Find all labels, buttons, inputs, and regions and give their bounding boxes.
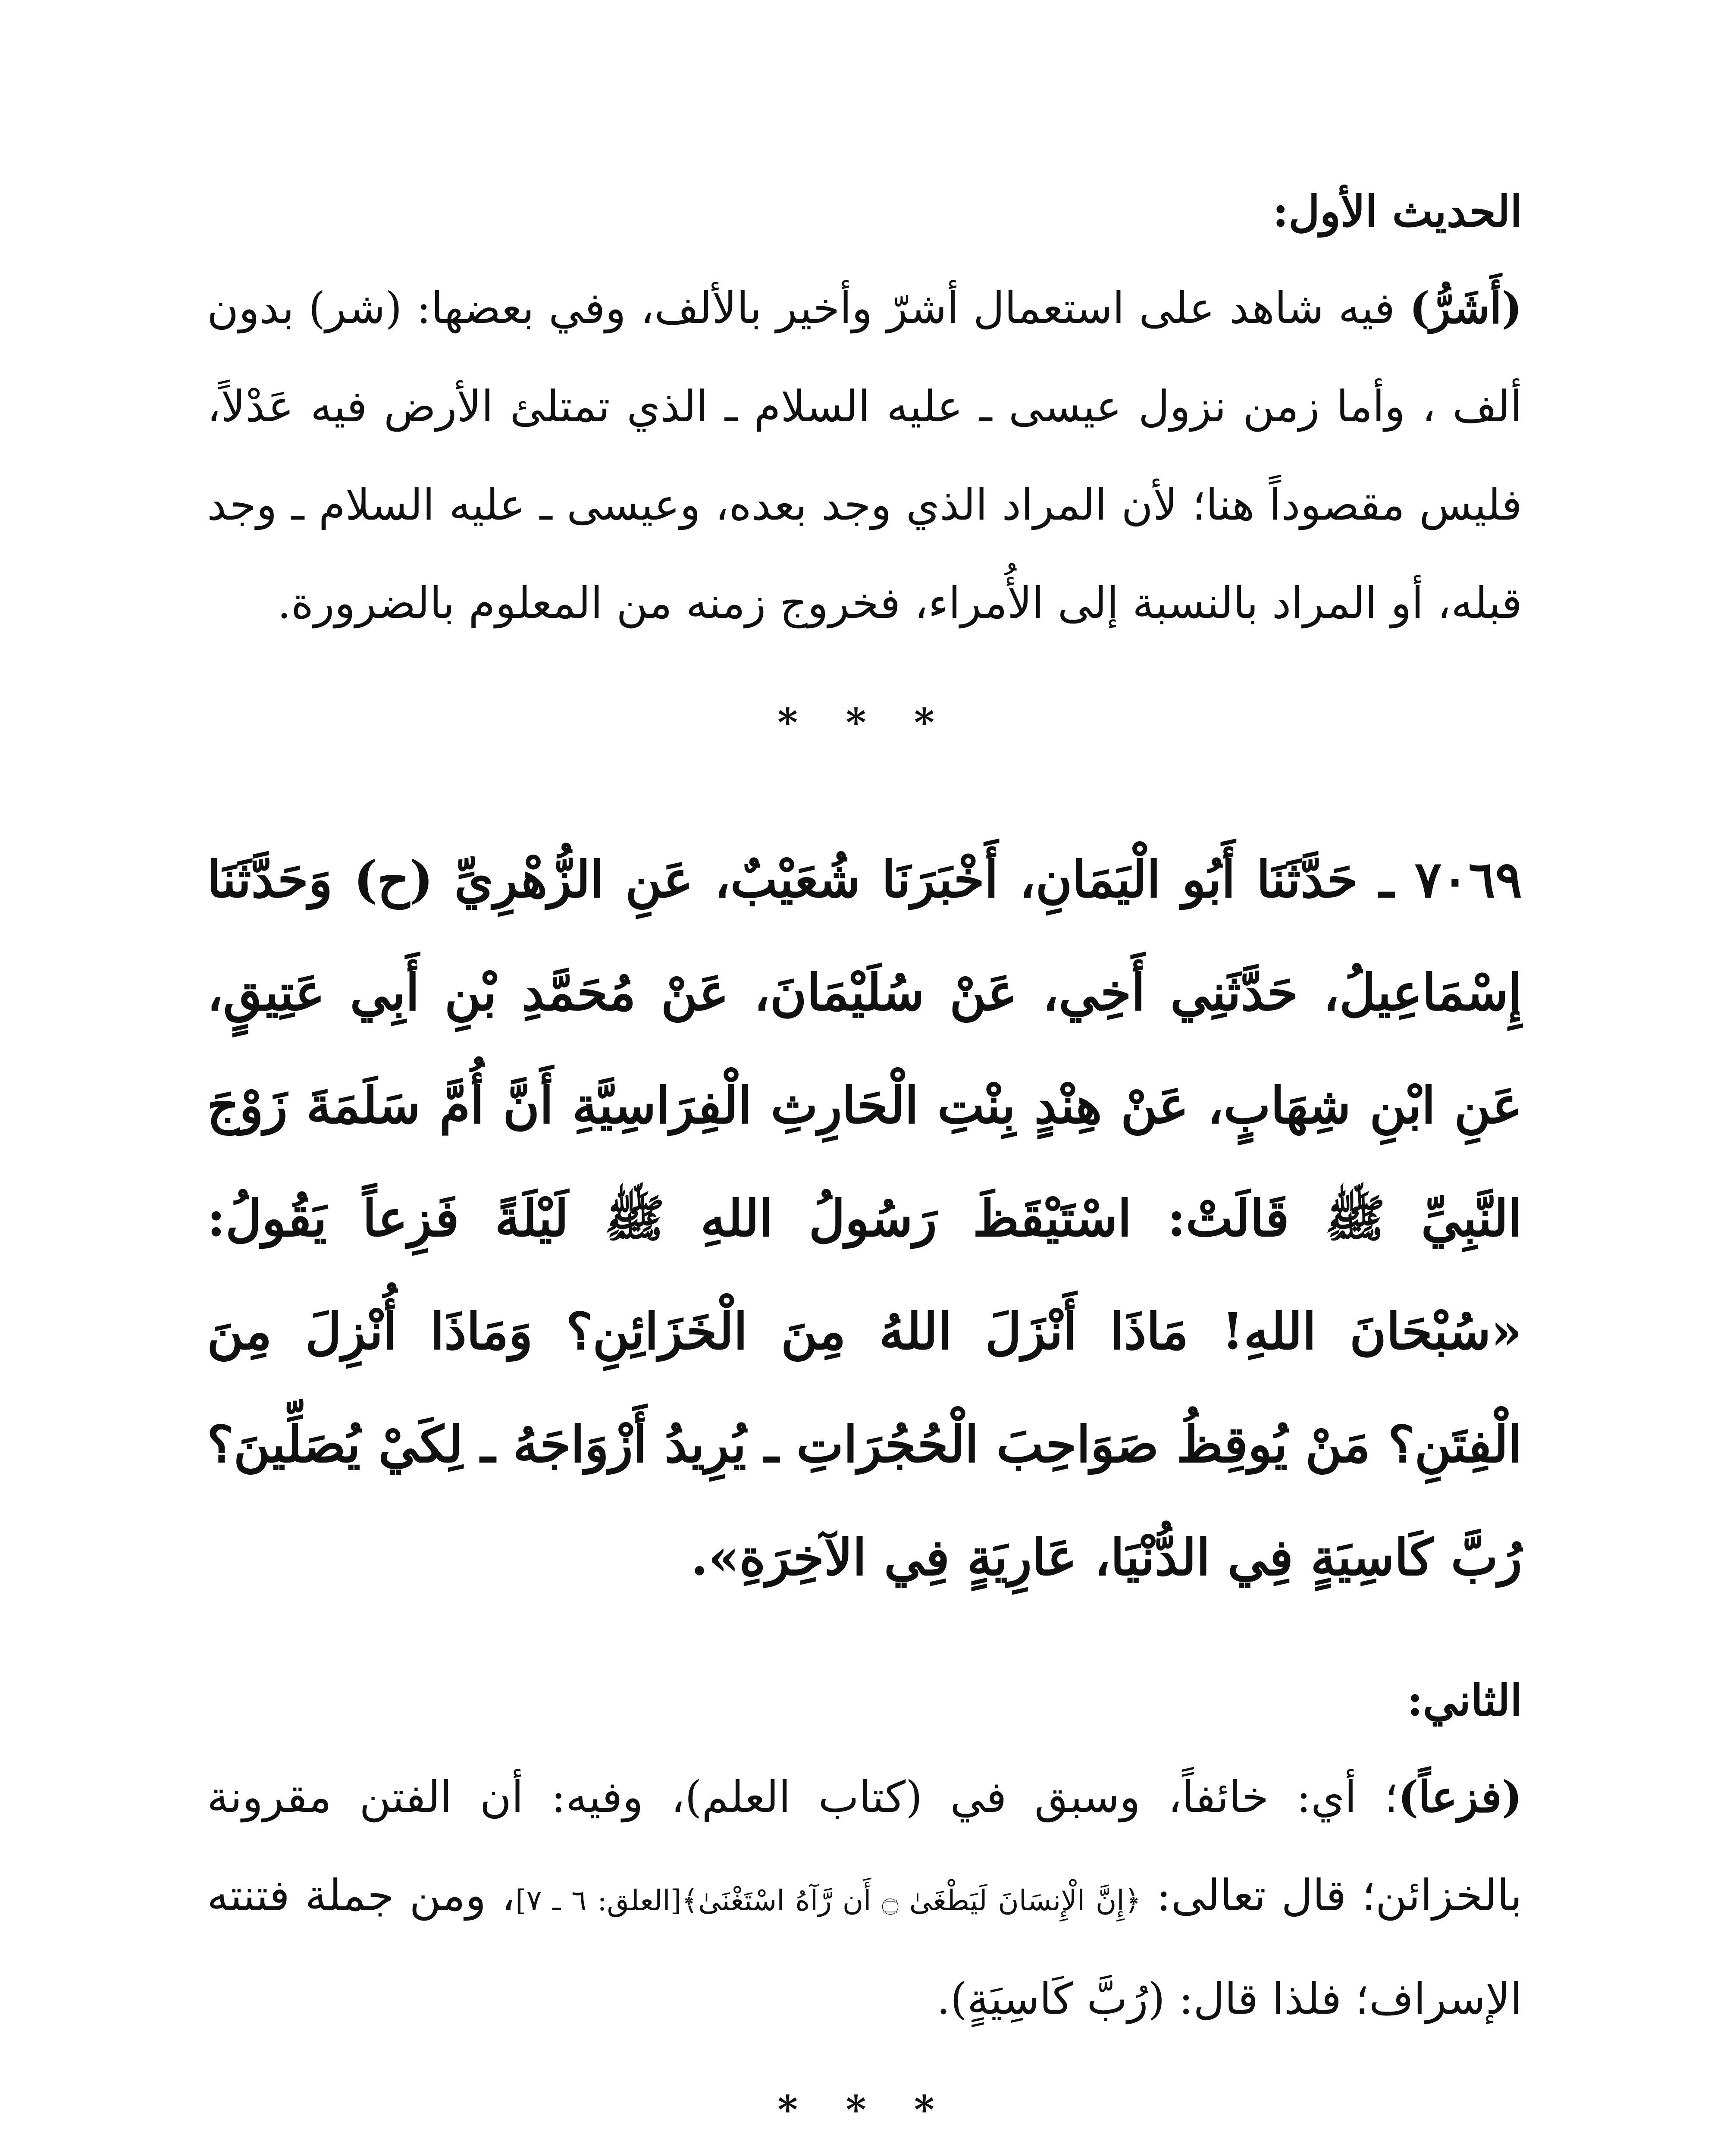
separator-2: * * * [777,2087,952,2133]
quran-verse: ﴿إِنَّ الْإِنسَانَ لَيَطْغَىٰ ۝ أَن رَّآهُ اسْتَغْنَىٰ﴾ [681,1884,1141,1917]
section2-term: (فزعاً) [1398,1771,1522,1822]
section1-term: (أَشَرُّ) [1409,282,1522,333]
section1-heading: الحديث الأول: [1272,186,1522,237]
quran-reference: [العلق: ٦ ـ ٧] [515,1884,682,1917]
section2-body-end: ، ومن جملة فتنته الإسراف؛ فلذا قال: (رُبَّ كَاسِيَةٍ). [207,1870,1522,2024]
hadith-text: ٧٠٦٩ ـ حَدَّثَنَا أَبُو الْيَمَانِ، أَخْبَرَنَا شُعَيْبٌ، عَنِ الزُّهْرِيِّ (ح) وَحَدَّثَنَا إِسْمَاعِيلُ، حَدَّثَنِي أَخِي، عَنْ سُلَيْمَانَ، عَنْ مُحَمَّدِ بْنِ أَبِي عَتِيقٍ، عَنِ ابْنِ شِهَابٍ، عَنْ هِنْدٍ بِنْتِ الْحَارِثِ الْفِرَاسِيَّةِ أَنَّ أُمَّ سَلَمَةَ زَوْجَ النَّبِيِّ ﷺ قَالَتْ: اسْتَيْقَظَ رَسُولُ اللهِ ﷺ لَيْلَةً فَزِعاً يَقُولُ: «سُبْحَانَ اللهِ! مَاذَا أَنْزَلَ اللهُ مِنَ الْخَزَائِنِ؟ وَمَاذَا أُنْزِلَ مِنَ الْفِتَنِ؟ مَنْ يُوقِظُ صَوَاحِبَ الْحُجُرَاتِ ـ يُرِيدُ أَزْوَاجَهُ ـ لِكَيْ يُصَلِّينَ؟ رُبَّ كَاسِيَةٍ فِي الدُّنْيَا، عَارِيَةٍ فِي الآخِرَةِ». [207,850,1522,1587]
page-content [207,181,1522,2156]
section1-body: فيه شاهد على استعمال أشرّ وأخير بالألف، وفي بعضها: (شر) بدون ألف ، وأما زمن نزول عيسى ـ عليه السلام ـ الذي تمتلئ الأرض فيه عَدْلاً، فليس مقصوداً هنا؛ لأن المراد الذي وجد بعده، وعيسى ـ عليه السلام ـ وجد قبله، أو المراد بالنسبة إلى الأُمراء، فخروج زمنه من المعلوم بالضرورة. [207,283,1522,628]
section2-heading: الثاني: [1407,1675,1522,1726]
section1-paragraph [207,259,1522,652]
separator-1: * * * [777,700,952,746]
section2-body: ؛ أي: خائفاً، وسبق في (كتاب العلم)، وفيه: أن الفتن مقرونة بالخزائن؛ قال تعالى: [207,1772,1522,1921]
section2-paragraph [207,1748,1522,2048]
